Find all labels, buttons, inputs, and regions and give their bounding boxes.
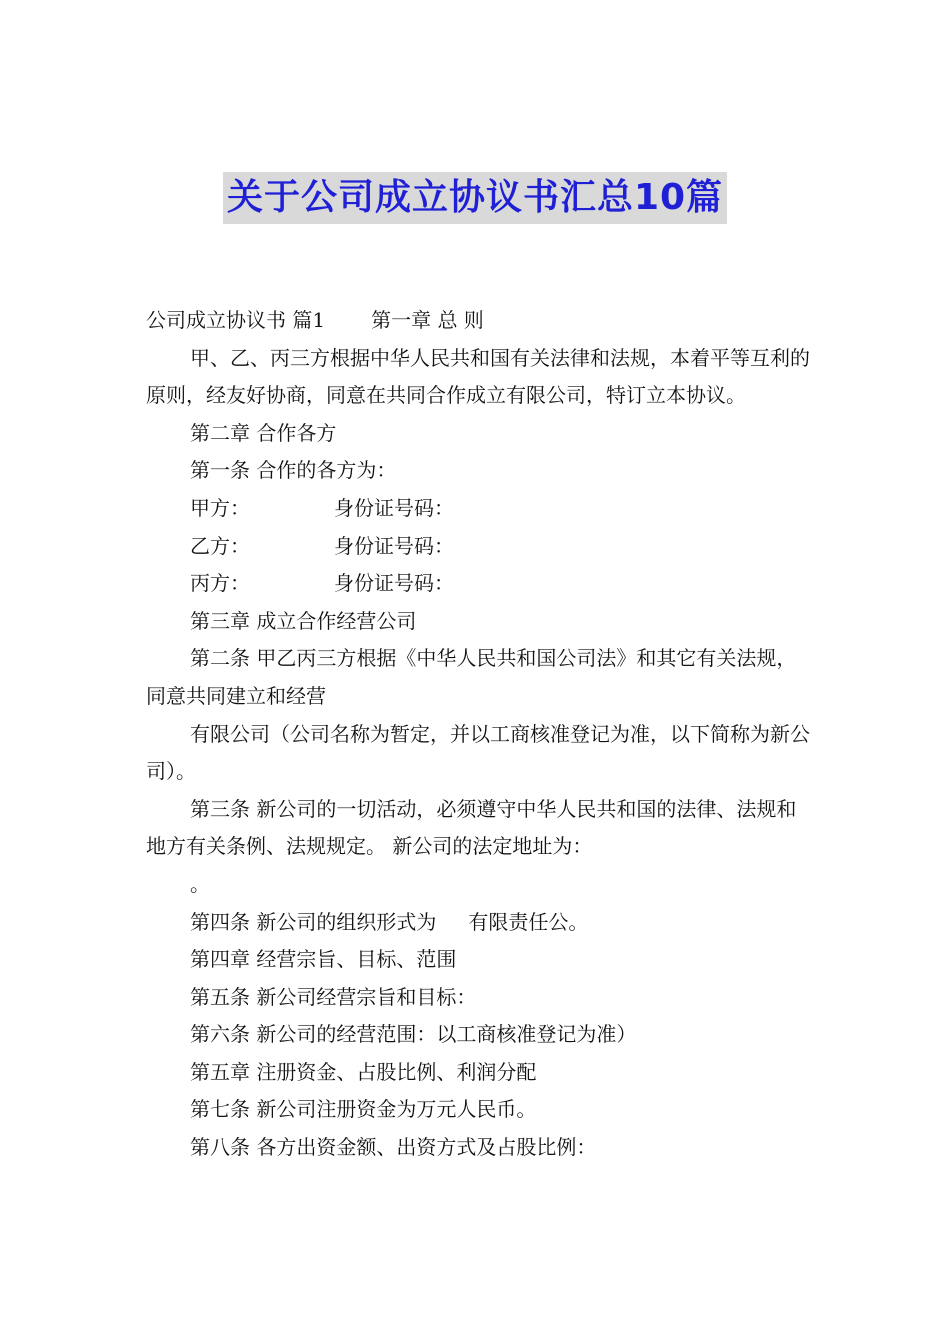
article-line: 第六条 新公司的经营范围：以工商核准登记为准） <box>190 1022 637 1047</box>
article-line: 第三条 新公司的一切活动，必须遵守中华人民共和国的法律、法规和地方有关条例、法规规定。 新公司的法定地址为： <box>146 796 797 859</box>
chapter-heading: 第五章 注册资金、占股比例、利润分配 <box>190 1059 537 1084</box>
paragraph: 甲、乙、丙三方根据中华人民共和国有关法律和法规，本着平等互利的原则，经友好协商，同意在共同合作成立有限公司，特订立本协议。 <box>146 345 810 408</box>
party-line <box>146 490 810 528</box>
article-line <box>146 904 810 942</box>
article-heading: 公司成立协议书 篇1 <box>146 308 326 332</box>
party-label: 乙方： <box>190 533 250 558</box>
id-label: 身份证号码： <box>334 571 454 596</box>
article-line: 第七条 新公司注册资金为万元人民币。 <box>190 1097 537 1122</box>
document-body <box>146 302 810 1167</box>
party-line <box>146 565 810 603</box>
chapter-heading: 第一章 总 则 <box>371 308 484 332</box>
party-label: 甲方： <box>190 495 250 520</box>
section-heading-line <box>146 302 810 340</box>
article-text: 有限责任公。 <box>468 909 589 934</box>
document-title: 关于公司成立协议书汇总10篇 <box>223 172 727 224</box>
article-line: 第二条 甲乙丙三方根据《中华人民共和国公司法》和其它有关法规，同意共同建立和经营 <box>146 646 797 708</box>
paragraph: 有限公司（公司名称为暂定，并以工商核准登记为准，以下简称为新公司）。 <box>146 721 810 784</box>
id-label: 身份证号码： <box>334 533 454 558</box>
id-label: 身份证号码： <box>334 495 454 520</box>
article-line: 第八条 各方出资金额、出资方式及占股比例： <box>190 1135 597 1160</box>
chapter-heading: 第二章 合作各方 <box>190 420 337 445</box>
party-line <box>146 528 810 566</box>
article-text: 第四条 新公司的组织形式为 <box>190 909 437 934</box>
article-line: 第五条 新公司经营宗旨和目标： <box>190 984 477 1009</box>
paragraph: 。 <box>190 871 210 896</box>
party-label: 丙方： <box>190 571 250 596</box>
article-line: 第一条 合作的各方为： <box>190 458 397 483</box>
title-container <box>0 172 950 224</box>
chapter-heading: 第三章 成立合作经营公司 <box>190 608 417 633</box>
chapter-heading: 第四章 经营宗旨、目标、范围 <box>190 947 457 972</box>
